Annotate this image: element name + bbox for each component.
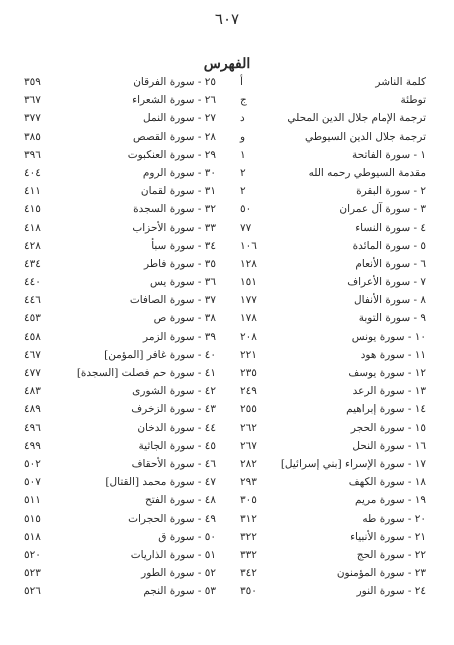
toc-entry — [24, 328, 216, 346]
toc-entry — [24, 400, 216, 418]
toc-entry-page: ٣٤٢ — [240, 567, 257, 580]
toc-entry-title: ١٠ - سورة يونس — [351, 330, 426, 343]
toc-entry-page: د — [240, 112, 245, 125]
toc-entry — [24, 364, 216, 382]
toc-entry-title: ٢٩ - سورة العنكبوت — [127, 148, 216, 161]
toc-entry-title: ٣٢ - سورة السجدة — [133, 203, 216, 216]
toc-entry — [240, 473, 426, 491]
toc-entry — [240, 109, 426, 127]
toc-entry — [240, 219, 426, 237]
toc-entry-title: ٥١ - سورة الذاريات — [130, 548, 216, 561]
toc-entry — [240, 346, 426, 364]
toc-entry-title: ٢٧ - سورة النمل — [143, 112, 216, 125]
toc-entry-title: ٤٤ - سورة الدخان — [137, 421, 216, 434]
toc-entry-title: ١٧ - سورة الإسراء [بني إسرائيل] — [280, 457, 426, 470]
toc-entry-page: ٥٠ — [240, 203, 252, 216]
toc-entry-title: ١١ - سورة هود — [360, 348, 426, 361]
toc-entry — [240, 455, 426, 473]
toc-entry — [240, 164, 426, 182]
toc-entry — [240, 237, 426, 255]
toc-entry — [240, 182, 426, 200]
toc-entry-title: ٢٦ - سورة الشعراء — [132, 94, 216, 107]
toc-entry-title: ٩ - سورة التوبة — [358, 312, 426, 325]
toc-entry — [24, 510, 216, 528]
toc-entry-page: ٥٢٦ — [24, 585, 41, 598]
toc-entry-page: ٧٧ — [240, 221, 252, 234]
toc-entry-page: ٤٩٦ — [24, 421, 41, 434]
toc-entry-title: ١٥ - سورة الحجر — [350, 421, 426, 434]
toc-entry-page: ٥٠٧ — [24, 476, 41, 489]
toc-entry — [24, 382, 216, 400]
toc-entry — [24, 291, 216, 309]
toc-entry-page: ٤١٨ — [24, 221, 41, 234]
toc-entry-title: ٤٧ - سورة محمد [القتال] — [105, 476, 216, 489]
toc-entry-title: ٣١ - سورة لقمان — [140, 185, 216, 198]
toc-entry — [240, 255, 426, 273]
toc-entry-title: ٤٥ - سورة الجاثية — [138, 439, 216, 452]
toc-entry — [240, 309, 426, 327]
toc-entry-page: ٢٥٥ — [240, 403, 257, 416]
toc-entry-title: ٣٧ - سورة الصافات — [129, 294, 216, 307]
toc-entry-page: ٢٨٢ — [240, 457, 257, 470]
toc-entry — [24, 528, 216, 546]
toc-entry-title: ٤٠ - سورة غافر [المؤمن] — [104, 348, 216, 361]
toc-entry-title: ٣٠ - سورة الروم — [142, 166, 216, 179]
toc-entry-title: ٥٠ - سورة ق — [158, 530, 216, 543]
toc-entry-title: ١٤ - سورة إبراهيم — [346, 403, 426, 416]
toc-entry-page: ٤٥٨ — [24, 330, 41, 343]
page-number: ٦٠٧ — [214, 10, 240, 28]
toc-entry — [24, 164, 216, 182]
toc-entry-title: ٤٦ - سورة الأحقاف — [131, 457, 216, 470]
toc-entry-title: ترجمة جلال الدين السيوطي — [304, 130, 426, 143]
toc-entry-title: ٣٣ - سورة الأحزاب — [132, 221, 216, 234]
toc-entry — [24, 237, 216, 255]
toc-entry-page: ٣٣٢ — [240, 548, 257, 561]
toc-entry-page: ٥٠٢ — [24, 457, 41, 470]
toc-entry-page: ٤٢٨ — [24, 239, 41, 252]
toc-entry — [24, 473, 216, 491]
toc-entry — [240, 546, 426, 564]
toc-entry — [240, 437, 426, 455]
toc-entry-title: ٢٥ - سورة الفرقان — [133, 76, 216, 88]
toc-entry — [24, 582, 216, 600]
toc-entry-title: ٨ - سورة الأنفال — [354, 294, 426, 307]
toc-entry-title: ٦ - سورة الأنعام — [355, 257, 426, 270]
toc-entry — [240, 91, 426, 109]
toc-entry — [240, 419, 426, 437]
toc-entry-title: ٧ - سورة الأعراف — [347, 276, 426, 289]
toc-entry-page: ٤٨٣ — [24, 385, 41, 398]
toc-entry — [24, 437, 216, 455]
toc-entry — [240, 564, 426, 582]
toc-entry — [24, 128, 216, 146]
toc-entry-title: ٥ - سورة المائدة — [352, 239, 426, 252]
toc-entry — [240, 128, 426, 146]
toc-entry-title: ٣٦ - سورة يس — [150, 276, 216, 289]
toc-entry-page: ١ — [240, 148, 246, 161]
toc-entry-title: ٤٩ - سورة الحجرات — [128, 512, 216, 525]
toc-entry — [240, 382, 426, 400]
toc-entry-page: ٥١٥ — [24, 512, 41, 525]
toc-entry — [240, 510, 426, 528]
toc-entry-title: ٤٨ - سورة الفتح — [144, 494, 216, 507]
page-title: الفهرس — [203, 56, 251, 72]
toc-entry-page: ٤٤٦ — [24, 294, 41, 307]
toc-entry-page: ٢ — [240, 166, 246, 179]
toc-entry-page: أ — [240, 76, 243, 88]
toc-entry — [240, 491, 426, 509]
toc-entry-page: ٤١٥ — [24, 203, 41, 216]
toc-entry-page: ٥١١ — [24, 494, 41, 507]
toc-entry-page: ٢٠٨ — [240, 330, 257, 343]
toc-entry — [24, 255, 216, 273]
toc-entry-title: ٣٩ - سورة الزمر — [143, 330, 216, 343]
toc-right-column — [240, 73, 426, 600]
toc-entry-page: ٢٦٢ — [240, 421, 257, 434]
toc-entry-title: ١٦ - سورة النحل — [352, 439, 426, 452]
toc-entry-title: ٢٠ - سورة طه — [362, 512, 426, 525]
toc-entry-page: ٣٢٢ — [240, 530, 257, 543]
toc-entry-page: ٣١٢ — [240, 512, 257, 525]
toc-entry-page: ٢ — [240, 185, 246, 198]
toc-entry-page: ٢٣٥ — [240, 367, 257, 379]
toc-entry-page: ج — [240, 94, 247, 107]
toc-entry-title: مقدمة السيوطي رحمه الله — [308, 166, 426, 179]
toc-entry-page: ٣٩٦ — [24, 148, 41, 161]
toc-entry — [24, 182, 216, 200]
toc-entry-title: ١٨ - سورة الكهف — [348, 476, 426, 489]
toc-entry-page: ٤٩٩ — [24, 439, 41, 452]
toc-entry — [24, 219, 216, 237]
toc-entry — [240, 273, 426, 291]
toc-entry-page: ١٧٧ — [240, 294, 257, 307]
toc-entry — [240, 364, 426, 382]
toc-entry-title: توطئة — [400, 94, 426, 107]
toc-entry — [24, 273, 216, 291]
toc-entry-title: كلمة الناشر — [375, 76, 426, 88]
toc-entry-page: ٥٢٠ — [24, 548, 41, 561]
toc-entry — [24, 91, 216, 109]
toc-entry-page: ٢٢١ — [240, 348, 257, 361]
toc-entry-page: ٥١٨ — [24, 530, 41, 543]
toc-entry-title: ٤ - سورة النساء — [355, 221, 426, 234]
toc-entry-title: ٥٣ - سورة النجم — [143, 585, 216, 598]
toc-entry-title: ٢٣ - سورة المؤمنون — [336, 567, 426, 580]
toc-entry-page: ٤٠٤ — [24, 166, 41, 179]
toc-entry-page: ٣٥٩ — [24, 76, 41, 88]
toc-entry — [24, 146, 216, 164]
toc-entry-page: ١٠٦ — [240, 239, 257, 252]
toc-entry — [240, 328, 426, 346]
toc-entry-title: ٣٤ - سورة سبأ — [151, 239, 216, 252]
toc-entry-title: ترجمة الإمام جلال الدين المحلي — [287, 112, 426, 125]
toc-entry-page: ٣٠٥ — [240, 494, 257, 507]
toc-entry-page: ٤١١ — [24, 185, 41, 198]
toc-entry-page: ٢٩٣ — [240, 476, 257, 489]
toc-entry-title: ٤٢ - سورة الشورى — [132, 385, 216, 398]
toc-entry-title: ٥٢ - سورة الطور — [141, 567, 216, 580]
toc-entry-page: ١٧٨ — [240, 312, 257, 325]
toc-entry-page: ٣٧٧ — [24, 112, 41, 125]
toc-entry-title: ٢٢ - سورة الحج — [356, 548, 426, 561]
toc-entry-page: ٥٢٣ — [24, 567, 41, 580]
toc-entry-title: ١٣ - سورة الرعد — [352, 385, 426, 398]
toc-entry-title: ٣٨ - سورة ص — [153, 312, 216, 325]
toc-entry-page: ٤٥٣ — [24, 312, 41, 325]
toc-entry-title: ٢٨ - سورة القصص — [132, 130, 216, 143]
toc-entry — [240, 200, 426, 218]
toc-entry — [24, 73, 216, 91]
toc-entry-title: ٣٥ - سورة فاطر — [143, 257, 216, 270]
toc-entry-title: ١٢ - سورة يوسف — [348, 367, 426, 379]
toc-entry-page: ٣٨٥ — [24, 130, 41, 143]
toc-entry-page: و — [240, 130, 246, 143]
toc-entry — [24, 564, 216, 582]
toc-entry — [240, 73, 426, 91]
toc-entry-page: ٤٨٩ — [24, 403, 41, 416]
toc-entry — [24, 419, 216, 437]
toc-entry-page: ٢٤٩ — [240, 385, 257, 398]
toc-entry-page: ٤٦٧ — [24, 348, 41, 361]
toc-entry-title: ٤٣ - سورة الزخرف — [131, 403, 216, 416]
toc-left-column — [24, 73, 216, 600]
toc-entry-title: ٢٤ - سورة النور — [356, 585, 426, 598]
toc-entry — [24, 109, 216, 127]
toc-entry-page: ٣٥٠ — [240, 585, 257, 598]
toc-entry-title: ١٩ - سورة مريم — [355, 494, 426, 507]
toc-entry-page: ٤٣٤ — [24, 257, 41, 270]
toc-entry — [24, 455, 216, 473]
toc-entry-title: ٣ - سورة آل عمران — [339, 203, 426, 216]
toc-entry — [240, 400, 426, 418]
toc-entry-page: ٢٦٧ — [240, 439, 257, 452]
toc-entry-page: ١٢٨ — [240, 257, 257, 270]
toc-entry-title: ٤١ - سورة حم فصلت [السجدة] — [76, 367, 216, 379]
toc-entry-page: ٤٧٧ — [24, 367, 41, 379]
toc-entry-page: ٣٦٧ — [24, 94, 41, 107]
toc-entry-page: ٤٤٠ — [24, 276, 41, 289]
toc-entry-title: ٢ - سورة البقرة — [356, 185, 426, 198]
toc-entry-title: ١ - سورة الفاتحة — [352, 148, 426, 161]
toc-entry-title: ٢١ - سورة الأنبياء — [350, 530, 426, 543]
toc-entry — [24, 346, 216, 364]
toc-entry-page: ١٥١ — [240, 276, 257, 289]
toc-entry — [24, 546, 216, 564]
toc-entry — [240, 291, 426, 309]
toc-entry — [240, 146, 426, 164]
toc-entry — [24, 491, 216, 509]
toc-entry — [24, 309, 216, 327]
toc-entry — [240, 528, 426, 546]
toc-entry — [24, 200, 216, 218]
toc-entry — [240, 582, 426, 600]
